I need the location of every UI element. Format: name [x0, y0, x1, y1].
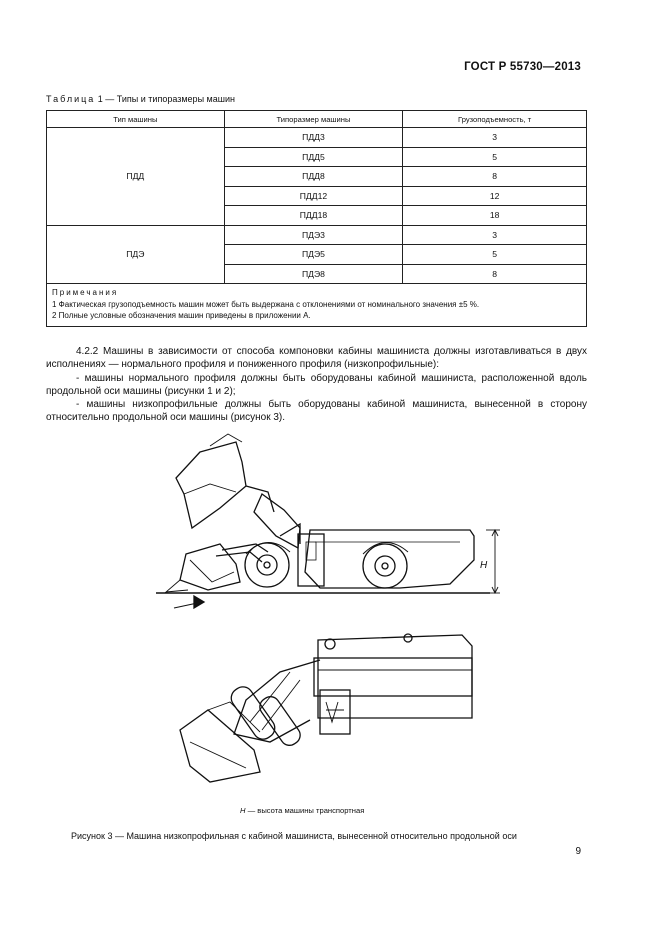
size-cell: ПДД5 [224, 147, 403, 167]
capacity-cell: 3 [403, 128, 587, 148]
capacity-cell: 5 [403, 147, 587, 167]
table-caption [46, 94, 235, 104]
paragraph-low-profile: - машины низкопрофильные должны быть оборудованы кабиной машиниста, вынесенной в сторону относительно продольной оси машины (рисунок 3). [46, 399, 587, 424]
top-view [180, 634, 472, 782]
legend-text: — высота машины транспортная [245, 806, 365, 815]
capacity-cell: 8 [403, 167, 587, 187]
figure-caption: Рисунок 3 — Машина низкопрофильная с кабиной машиниста, вынесенной относительно продольной оси [71, 831, 517, 841]
table-header-row [47, 111, 587, 128]
column-header-capacity: Грузоподъемность, т [403, 111, 587, 128]
size-cell: ПДД12 [224, 186, 403, 206]
table-notes [47, 284, 587, 327]
paragraph-4-2-2: 4.2.2 Машины в зависимости от способа компоновки кабины машиниста должны изготавливаться в двух исполнениях — нормального профиля и пониженного профиля (низкопрофильные): [46, 346, 587, 371]
size-cell: ПДЭ3 [224, 225, 403, 245]
size-cell: ПДД18 [224, 206, 403, 226]
size-cell: ПДЭ8 [224, 264, 403, 284]
table-row [47, 128, 587, 148]
column-header-type: Тип машины [47, 111, 225, 128]
table-row [47, 225, 587, 245]
type-cell: ПДЭ [47, 225, 225, 284]
paragraph-normal-profile: - машины нормального профиля должны быть оборудованы кабиной машиниста, расположенной вдоль продольной оси машины (рисунки 1 и 2); [46, 372, 587, 397]
capacity-cell: 12 [403, 186, 587, 206]
table-notes-row [47, 284, 587, 327]
column-header-size: Типоразмер машины [224, 111, 403, 128]
table-caption-prefix: Таблица [46, 94, 96, 104]
figure-legend [240, 806, 364, 815]
capacity-cell: 18 [403, 206, 587, 226]
machine-types-table [46, 110, 587, 327]
table-caption-title: 1 — Типы и типоразмеры машин [95, 94, 235, 104]
legend-symbol: H [240, 806, 246, 815]
note-1: 1 Фактическая грузоподъемность машин может быть выдержана с отклонениями от номинального значения ±5 %. [52, 299, 480, 309]
size-cell: ПДД8 [224, 167, 403, 187]
body-text [46, 345, 587, 425]
note-2: 2 Полные условные обозначения машин приведены в приложении А. [52, 311, 311, 320]
side-view [156, 434, 500, 608]
type-cell: ПДД [47, 128, 225, 226]
capacity-cell: 3 [403, 225, 587, 245]
height-dimension-label: H [480, 560, 488, 571]
size-cell: ПДД3 [224, 128, 403, 148]
capacity-cell: 8 [403, 264, 587, 284]
figure-3-drawing [150, 432, 510, 802]
notes-title: Примечания [52, 288, 119, 297]
capacity-cell: 5 [403, 245, 587, 265]
page-number: 9 [575, 846, 581, 857]
standard-number: ГОСТ Р 55730—2013 [464, 61, 581, 73]
size-cell: ПДЭ5 [224, 245, 403, 265]
